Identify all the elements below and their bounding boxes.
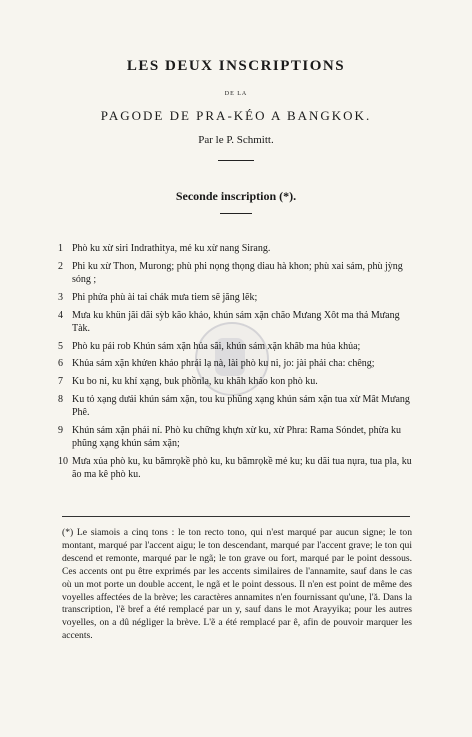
line-number: 1 <box>58 243 63 254</box>
inscription-line <box>58 260 414 287</box>
line-number: 9 <box>58 424 63 436</box>
line-number: 4 <box>58 309 63 321</box>
footnote-text: (*) Le siamois a cinq tons : le ton recto tono, qui n'est marqué par aucun signe; le ton montant, marqué par l'accent aigu; le ton descendant, marqué par l'accent grave; le ton qui descend et remonte, marqué par le ngã; le ton grave ou fort, marqué par le point dessous. Ces accents ont pu être exprimés par les accents similaires de l'annamite, sauf dans le cas où un mot porte un double accent, le ngã et le point dessous. Il n'en est point de même des voyelles affectées de la brève; les caractères annamites n'en fournissant qu'une, l'ă. Dans la transcription, l'ẽ bref a été remplacé par un y, sauf dans le mot Arayyika; pour les autres voyelles, on a dû négliger la brève. L'ẽ a été remplacé par ê, afin de pouvoir marquer les accents. <box>62 527 412 642</box>
line-text: Phò ku pái rob Khún sám xặn hủa sãi, khún sám xặn khãb ma hủa khủa; <box>72 340 361 352</box>
line-text: Phi phửa phù ài tai chák mưa tiem sẽ jăng lẽk; <box>72 291 258 303</box>
line-text: Ku tỏ xạng dưải khún sám xặn, tou ku phũng xạng khún sám xặn tua xừ Mât Mưang Phê. <box>72 393 410 419</box>
document-title: LES DEUX INSCRIPTIONS <box>126 58 346 74</box>
inscription-line <box>58 455 414 482</box>
title-divider <box>218 160 254 161</box>
line-number: 2 <box>58 260 63 272</box>
line-text: Phi ku xừ Thon, Murong; phù phi nọng thọng diau hà khon; phù xai sám, phù jỳng sóng ; <box>72 260 403 286</box>
line-number: 6 <box>58 358 63 370</box>
line-text: Phò ku xừ siri Indrathitya, mẻ ku xừ nang Sirang. <box>72 243 271 254</box>
line-text: Mưa ku khün jãi dãi sỳb kão khảo, khún sám xặn chão Mưang Xôt ma thả Mưang Tàk. <box>72 309 400 334</box>
section-heading: Seconde inscription (*). <box>175 189 297 203</box>
title-connector: DE LA <box>224 91 248 97</box>
author-line: Par le P. Schmitt. <box>198 134 274 146</box>
document-subtitle: PAGODE DE PRA-KÉO A BANGKOK. <box>100 108 372 123</box>
section-divider <box>220 213 252 214</box>
inscription-line <box>58 393 414 420</box>
inscription-line <box>58 424 414 451</box>
inscription-line <box>58 242 414 255</box>
footnote-divider <box>62 516 410 517</box>
line-number: 8 <box>58 393 63 405</box>
inscription-line <box>58 357 414 370</box>
inscription-line <box>58 375 414 388</box>
inscription-line <box>58 291 414 304</box>
line-text: Khủa sám xặn khửen khảo phrải lạ nà, lài phò ku ni, jo: jài phải cha: chêng; <box>72 358 375 370</box>
inscription-line <box>58 340 414 353</box>
line-number: 3 <box>58 291 63 303</box>
line-number: 5 <box>58 340 63 352</box>
inscription-lines <box>58 242 414 486</box>
line-number: 7 <box>58 376 63 388</box>
line-text: Mưa xủa phò ku, ku bămrọkề phò ku, ku bămrọkề mẻ ku; ku dãi tua nụra, tua pla, ku ão ma kê phò ku. <box>72 455 412 481</box>
inscription-line <box>58 309 414 336</box>
line-number: 10 <box>58 455 68 467</box>
line-text: Ku bo ni, ku khỉ xạng, buk phồnla, ku khãh khảo kon phò ku. <box>72 376 318 388</box>
line-text: Khún sám xặn phải ní. Phò ku chững khựn xừ ku, xừ Phra: Rama Sóndet, phừa ku phũng xạng khún sám xặn; <box>72 424 402 450</box>
